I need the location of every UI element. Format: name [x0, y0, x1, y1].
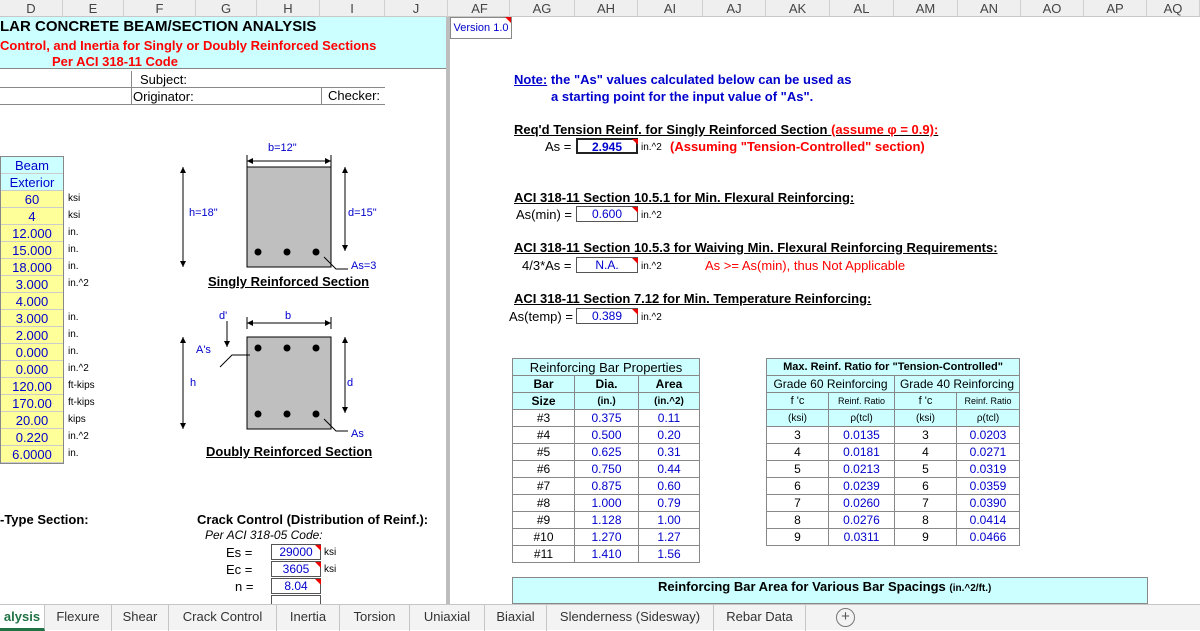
note-label: Note:: [514, 72, 548, 87]
input-value-cell[interactable]: 3.000: [1, 276, 63, 293]
temp-value[interactable]: 0.389: [576, 308, 638, 324]
table-row: [513, 427, 700, 444]
ksi-header-2: (ksi): [895, 410, 957, 427]
area-h2: (in.^2): [639, 393, 700, 410]
rho-header: ρ(tcl): [829, 410, 895, 427]
table-row: [513, 410, 700, 427]
table-cell[interactable]: 0.0271: [957, 444, 1020, 461]
comment-marker[interactable]: [632, 258, 638, 264]
grade40-header: Grade 40 Reinforcing: [895, 376, 1020, 393]
version-cell[interactable]: Version 1.0: [450, 17, 512, 39]
table-row: [513, 546, 700, 563]
table-cell[interactable]: #11: [513, 546, 575, 563]
es-field[interactable]: 29000: [271, 544, 321, 560]
input-unit-label: in.: [68, 261, 79, 272]
input-value-cell[interactable]: 12.000: [1, 225, 63, 242]
reqd-as-value[interactable]: 2.945: [576, 138, 638, 154]
reqd-as-label: As =: [545, 139, 572, 154]
comment-marker[interactable]: [315, 579, 321, 585]
reqd-note: (Assuming "Tension-Controlled" section): [670, 139, 925, 154]
d-dim-label: d=15": [348, 207, 377, 219]
input-value-cell[interactable]: 0.000: [1, 361, 63, 378]
ec-label: Ec =: [226, 562, 253, 577]
area-h1: Area: [639, 376, 700, 393]
table-cell[interactable]: 0.750: [575, 461, 639, 478]
exterior-label: Exterior: [1, 174, 63, 191]
table-cell[interactable]: #9: [513, 512, 575, 529]
table-cell[interactable]: 0.875: [575, 478, 639, 495]
input-unit-label: ft-kips: [68, 380, 95, 391]
col-AH[interactable]: AH: [575, 0, 638, 17]
table-cell[interactable]: 7: [895, 495, 957, 512]
col-AI[interactable]: AI: [638, 0, 703, 17]
table-row: [767, 461, 1020, 478]
rebar-dot: [255, 249, 262, 256]
col-AK[interactable]: AK: [766, 0, 830, 17]
col-AJ[interactable]: AJ: [703, 0, 766, 17]
as2-label: As: [351, 428, 364, 440]
col-AQ[interactable]: AQ: [1147, 0, 1200, 17]
table-cell[interactable]: 0.0390: [957, 495, 1020, 512]
col-H[interactable]: H: [257, 0, 320, 17]
table-cell[interactable]: #4: [513, 427, 575, 444]
col-AP[interactable]: AP: [1084, 0, 1147, 17]
input-unit-label: ksi: [68, 210, 81, 221]
tab-analysis[interactable]: alysis: [0, 605, 45, 631]
input-value-cell[interactable]: 18.000: [1, 259, 63, 276]
table-cell[interactable]: 8: [895, 512, 957, 529]
table-cell[interactable]: 7: [767, 495, 829, 512]
table-row: [513, 444, 700, 461]
col-AL[interactable]: AL: [830, 0, 894, 17]
input-unit-label: in.^2: [68, 363, 89, 374]
input-value-cell[interactable]: 60: [1, 191, 63, 208]
table-cell[interactable]: 0.20: [639, 427, 700, 444]
unit-column: [68, 190, 95, 462]
rr-header: Reinf. Ratio: [829, 393, 895, 410]
table-cell[interactable]: 0.0311: [829, 529, 895, 546]
tab-slenderness[interactable]: Slenderness (Sidesway): [547, 605, 714, 631]
col-AO[interactable]: AO: [1021, 0, 1084, 17]
table-cell[interactable]: 1.56: [639, 546, 700, 563]
table-cell[interactable]: 0.0276: [829, 512, 895, 529]
temp-unit: in.^2: [641, 312, 662, 323]
aps-label: A's: [196, 344, 211, 356]
note-text: [514, 72, 851, 87]
input-value-cell[interactable]: 0.000: [1, 344, 63, 361]
col-E[interactable]: E: [63, 0, 124, 17]
input-unit-label: [68, 292, 95, 309]
table-cell[interactable]: 0.0414: [957, 512, 1020, 529]
input-value-cell[interactable]: 15.000: [1, 242, 63, 259]
input-value-cell[interactable]: 170.00: [1, 395, 63, 412]
table-row: [767, 495, 1020, 512]
temp-label: As(temp) =: [509, 309, 573, 324]
table-cell[interactable]: 3: [767, 427, 829, 444]
h-dim-label: h=18": [189, 207, 218, 219]
table-cell[interactable]: 1.410: [575, 546, 639, 563]
d2-label: d: [347, 377, 354, 389]
input-value-cell[interactable]: 2.000: [1, 327, 63, 344]
table-cell[interactable]: 0.31: [639, 444, 700, 461]
table-cell[interactable]: 4: [895, 444, 957, 461]
doubly-caption: Doubly Reinforced Section: [206, 444, 373, 459]
table-row: [513, 512, 700, 529]
input-value-cell[interactable]: 3.000: [1, 310, 63, 327]
col-AF[interactable]: AF: [450, 0, 510, 17]
table-cell[interactable]: 0.0181: [829, 444, 895, 461]
fc-header: f 'c: [767, 393, 829, 410]
comment-marker[interactable]: [632, 207, 638, 213]
input-unit-label: in.: [68, 227, 79, 238]
col-F[interactable]: F: [124, 0, 196, 17]
min2-unit: in.^2: [641, 261, 662, 272]
table-cell[interactable]: 1.27: [639, 529, 700, 546]
table-cell[interactable]: 6: [895, 478, 957, 495]
tab-inertia[interactable]: Inertia: [277, 605, 340, 631]
input-unit-label: in.: [68, 346, 79, 357]
tab-torsion[interactable]: Torsion: [340, 605, 410, 631]
comment-marker[interactable]: [632, 309, 638, 315]
table-cell[interactable]: 5: [767, 461, 829, 478]
input-unit-label: in.^2: [68, 431, 89, 442]
reqd-assume: (assume φ = 0.9):: [831, 122, 939, 137]
table-cell[interactable]: 0.11: [639, 410, 700, 427]
input-value-cell[interactable]: 20.00: [1, 412, 63, 429]
table-cell[interactable]: 0.375: [575, 410, 639, 427]
es-label: Es =: [226, 545, 253, 560]
bar-h1: Bar: [513, 376, 575, 393]
h2-label: h: [190, 377, 197, 389]
grade60-header: Grade 60 Reinforcing: [767, 376, 895, 393]
note-line2: a starting point for the input value of "As".: [551, 89, 814, 104]
table-cell[interactable]: 0.44: [639, 461, 700, 478]
col-D[interactable]: D: [0, 0, 63, 17]
tab-uniaxial[interactable]: Uniaxial: [410, 605, 485, 631]
input-unit-label: in.: [68, 312, 79, 323]
spacing-title-text: Reinforcing Bar Area for Various Bar Spacings: [658, 579, 946, 594]
table-cell[interactable]: #7: [513, 478, 575, 495]
spacing-title: [658, 579, 991, 594]
table-row: [767, 478, 1020, 495]
col-G[interactable]: G: [196, 0, 257, 17]
input-column: [0, 156, 64, 464]
input-unit-label: ft-kips: [68, 397, 95, 408]
bar-h2: Size: [513, 393, 575, 410]
table-row: [513, 529, 700, 546]
rr-header-2: Reinf. Ratio: [957, 393, 1020, 410]
min1-title: ACI 318-11 Section 10.5.1 for Min. Flexural Reinforcing:: [514, 190, 855, 205]
sheet-tab-bar: [0, 604, 1200, 630]
input-unit-label: in.: [68, 244, 79, 255]
reqd-title: [514, 122, 938, 137]
singly-caption: Singly Reinforced Section: [208, 274, 370, 289]
worksheet[interactable]: [0, 17, 1200, 604]
dprime-label: d': [219, 310, 228, 322]
comment-marker[interactable]: [632, 139, 638, 145]
table-cell[interactable]: 8: [767, 512, 829, 529]
comment-marker[interactable]: [315, 562, 321, 568]
col-J[interactable]: J: [385, 0, 448, 17]
table-cell[interactable]: 0.0359: [957, 478, 1020, 495]
table-cell[interactable]: 0.625: [575, 444, 639, 461]
table-row: [767, 444, 1020, 461]
min1-unit: in.^2: [641, 210, 662, 221]
table-cell[interactable]: 9: [767, 529, 829, 546]
reqd-title-text: Req'd Tension Reinf. for Singly Reinforced Section: [514, 122, 828, 137]
table-row: [767, 512, 1020, 529]
b2-label: b: [285, 310, 292, 322]
crack-code: Per ACI 318-05 Code:: [205, 528, 323, 542]
spacing-unit: (in.^2/ft.): [949, 583, 992, 594]
input-unit-label: ksi: [68, 193, 81, 204]
add-sheet-icon[interactable]: +: [836, 608, 855, 627]
input-value-cell[interactable]: 4.000: [1, 293, 63, 310]
rho-header-2: ρ(tcl): [957, 410, 1020, 427]
input-value-cell[interactable]: 120.00: [1, 378, 63, 395]
table-cell[interactable]: 0.0466: [957, 529, 1020, 546]
reqd-unit: in.^2: [641, 142, 662, 153]
note-line1: the "As" values calculated below can be used as: [547, 72, 852, 87]
table-row: [513, 478, 700, 495]
b-dim-label: b=12": [268, 142, 297, 154]
table-row: [767, 427, 1020, 444]
next-field[interactable]: [271, 595, 321, 604]
checker-label: Checker:: [321, 88, 385, 105]
ttype-label: -Type Section:: [0, 512, 89, 527]
table-cell[interactable]: 1.000: [575, 495, 639, 512]
temp-title: ACI 318-11 Section 7.12 for Min. Temperature Reinforcing:: [514, 291, 872, 306]
comment-marker[interactable]: [505, 17, 511, 23]
table-cell[interactable]: #6: [513, 461, 575, 478]
tab-rebar-data[interactable]: Rebar Data: [714, 605, 806, 631]
originator-label: Originator:: [133, 89, 194, 104]
tab-shear[interactable]: Shear: [112, 605, 169, 631]
min2-value[interactable]: N.A.: [576, 257, 638, 273]
comment-marker[interactable]: [315, 545, 321, 551]
table-row: [767, 529, 1020, 546]
table-cell[interactable]: 1.00: [639, 512, 700, 529]
table-cell[interactable]: #10: [513, 529, 575, 546]
ratio-title: Max. Reinf. Ratio for "Tension-Controlled": [767, 359, 1020, 376]
table-cell[interactable]: #3: [513, 410, 575, 427]
n-label: n =: [235, 579, 254, 594]
page-title: LAR CONCRETE BEAM/SECTION ANALYSIS: [0, 18, 317, 35]
freeze-pane-divider: [446, 17, 450, 604]
as-label: As=3: [351, 260, 377, 272]
min2-note: As >= As(min), thus Not Applicable: [705, 258, 906, 273]
table-cell[interactable]: #8: [513, 495, 575, 512]
table-cell[interactable]: 4: [767, 444, 829, 461]
table-cell[interactable]: 0.0213: [829, 461, 895, 478]
es-unit: ksi: [324, 547, 337, 558]
doubly-section-diagram: [176, 307, 406, 457]
input-unit-label: in.: [68, 329, 79, 340]
beam-label: Beam: [1, 157, 63, 174]
fc-header-2: f 'c: [895, 393, 957, 410]
table-cell[interactable]: 0.79: [639, 495, 700, 512]
crack-title: Crack Control (Distribution of Reinf.):: [197, 512, 429, 527]
min2-title: ACI 318-11 Section 10.5.3 for Waiving Min. Flexural Reinforcing Requirements:: [514, 240, 998, 255]
ec-unit: ksi: [324, 564, 337, 575]
subject-label: Subject:: [140, 72, 187, 87]
rebar-dot: [313, 249, 320, 256]
table-cell[interactable]: 0.0239: [829, 478, 895, 495]
bar-properties-table: [512, 358, 700, 563]
tab-crack-control[interactable]: Crack Control: [169, 605, 277, 631]
input-value-cell[interactable]: 0.220: [1, 429, 63, 446]
table-cell[interactable]: 0.0203: [957, 427, 1020, 444]
reinf-ratio-table: [766, 358, 1020, 546]
table-cell[interactable]: 1.270: [575, 529, 639, 546]
table-row: [513, 495, 700, 512]
table-cell[interactable]: 3: [895, 427, 957, 444]
min2-label: 4/3*As =: [522, 258, 572, 273]
rebar-dot: [284, 249, 291, 256]
input-unit-label: in.: [68, 448, 79, 459]
table-cell[interactable]: 1.128: [575, 512, 639, 529]
table-cell[interactable]: 0.60: [639, 478, 700, 495]
table-cell[interactable]: 0.0135: [829, 427, 895, 444]
table-cell[interactable]: 0.0319: [957, 461, 1020, 478]
singly-section-diagram: [176, 145, 406, 315]
input-value-cell[interactable]: 4: [1, 208, 63, 225]
col-I[interactable]: I: [320, 0, 385, 17]
page-subtitle: Control, and Inertia for Singly or Doubly Reinforced Sections: [0, 38, 377, 53]
min1-label: As(min) =: [516, 207, 572, 222]
table-cell[interactable]: 5: [895, 461, 957, 478]
table-cell[interactable]: 0.500: [575, 427, 639, 444]
table-row: [513, 461, 700, 478]
table-cell[interactable]: 6: [767, 478, 829, 495]
input-unit-label: kips: [68, 414, 86, 425]
ec-field[interactable]: 3605: [271, 561, 321, 577]
table-cell[interactable]: #5: [513, 444, 575, 461]
col-AG[interactable]: AG: [510, 0, 575, 17]
table-cell[interactable]: 0.0260: [829, 495, 895, 512]
input-unit-label: in.^2: [68, 278, 89, 289]
col-AM[interactable]: AM: [894, 0, 958, 17]
table-cell[interactable]: 9: [895, 529, 957, 546]
tab-biaxial[interactable]: Biaxial: [485, 605, 547, 631]
input-value-cell[interactable]: 6.0000: [1, 446, 63, 463]
column-header-bar: [0, 0, 1200, 17]
n-field[interactable]: 8.04: [271, 578, 321, 594]
bar-table-title: Reinforcing Bar Properties: [513, 359, 700, 376]
dia-h1: Dia.: [575, 376, 639, 393]
col-AN[interactable]: AN: [958, 0, 1021, 17]
ksi-header: (ksi): [767, 410, 829, 427]
min1-value[interactable]: 0.600: [576, 206, 638, 222]
dia-h2: (in.): [575, 393, 639, 410]
tab-flexure[interactable]: Flexure: [45, 605, 112, 631]
code-ref: Per ACI 318-11 Code: [52, 54, 178, 69]
